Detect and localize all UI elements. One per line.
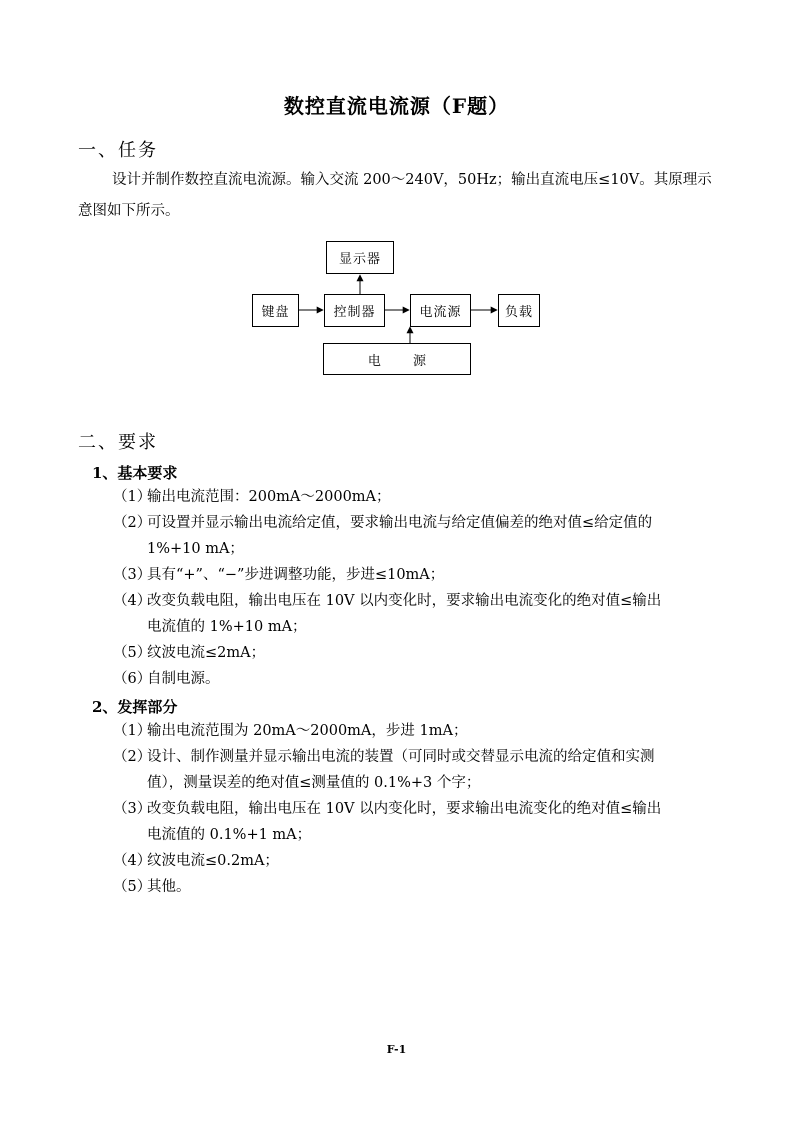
- diagram-box-controller: [324, 294, 385, 327]
- item-text: 纹波电流≤2mA；: [147, 645, 266, 661]
- task-paragraph-text: 设计并制作数控直流电流源。输入交流 200～240V，50Hz；输出直流电压≤10V。其原理示意图如下所示。: [78, 172, 712, 219]
- basic-item-5: [113, 640, 723, 666]
- item-number: （2）: [113, 749, 152, 765]
- diagram-box-load: [498, 294, 540, 327]
- item-text: 可设置并显示输出电流给定值，要求输出电流与给定值偏差的绝对值≤给定值的: [147, 515, 653, 531]
- extra-item-3: [113, 796, 723, 848]
- item-text: 输出电流范围：200mA～2000mA；: [147, 489, 391, 505]
- page-number: F-1: [386, 1043, 407, 1056]
- basic-item-4: [113, 588, 723, 640]
- item-number: （3）: [113, 801, 152, 817]
- item-number: （5）: [113, 645, 152, 661]
- diagram-box-power: [323, 343, 471, 375]
- item-number: （1）: [113, 723, 152, 739]
- extra-item-4: [113, 848, 723, 874]
- item-number: （1）: [113, 489, 152, 505]
- item-number: （4）: [113, 593, 152, 609]
- basic-item-2: [113, 510, 723, 562]
- diagram-label-current-source: 电流源: [419, 305, 462, 320]
- diagram-label-controller: 控制器: [333, 305, 376, 320]
- section-heading-requirements: 二、要求: [78, 432, 158, 453]
- task-paragraph: [78, 165, 718, 227]
- item-number: （4）: [113, 853, 152, 869]
- page-title: 数控直流电流源（F题）: [283, 94, 510, 118]
- section-heading-task: 一、任务: [78, 140, 158, 161]
- subsection-heading-basic: 1、基本要求: [92, 464, 178, 482]
- item-text: 自制电源。: [147, 671, 220, 687]
- diagram-label-keyboard: 键盘: [261, 305, 290, 320]
- diagram-box-display: [326, 241, 394, 274]
- diagram-label-load: 负载: [504, 305, 533, 320]
- diagram-box-current-source: [410, 294, 471, 327]
- item-text: 改变负载电阻，输出电压在 10V 以内变化时，要求输出电流变化的绝对值≤输出: [147, 593, 662, 609]
- basic-item-6: [113, 666, 723, 692]
- extra-item-5: [113, 874, 723, 900]
- item-number: （6）: [113, 671, 152, 687]
- extra-item-2: [113, 744, 723, 796]
- diagram-label-power: 电 源: [367, 353, 441, 369]
- diagram-box-keyboard: [252, 294, 299, 327]
- item-text-continued: 电流值的 1%+10 mA；: [147, 619, 307, 635]
- item-text: 改变负载电阻，输出电压在 10V 以内变化时，要求输出电流变化的绝对值≤输出: [147, 801, 662, 817]
- basic-item-3: [113, 562, 723, 588]
- extra-item-1: [113, 718, 723, 744]
- item-text: 输出电流范围为 20mA～2000mA，步进 1mA；: [147, 723, 468, 739]
- diagram-label-display: 显示器: [338, 252, 381, 267]
- item-text-continued: 1%+10 mA；: [147, 541, 244, 557]
- item-text: 设计、制作测量并显示输出电流的装置（可同时或交替显示电流的给定值和实测: [147, 749, 655, 765]
- item-text-continued: 电流值的 0.1%+1 mA；: [147, 827, 312, 843]
- item-text-continued: 值），测量误差的绝对值≤测量值的 0.1%+3 个字；: [147, 775, 481, 791]
- subsection-heading-extra: 2、发挥部分: [92, 698, 178, 716]
- item-number: （5）: [113, 879, 152, 895]
- item-number: （2）: [113, 515, 152, 531]
- item-text: 具有“+”、“−”步进调整功能，步进≤10mA；: [147, 567, 445, 583]
- item-text: 纹波电流≤0.2mA；: [147, 853, 279, 869]
- basic-item-1: [113, 484, 723, 510]
- item-text: 其他。: [147, 879, 191, 895]
- item-number: （3）: [113, 567, 152, 583]
